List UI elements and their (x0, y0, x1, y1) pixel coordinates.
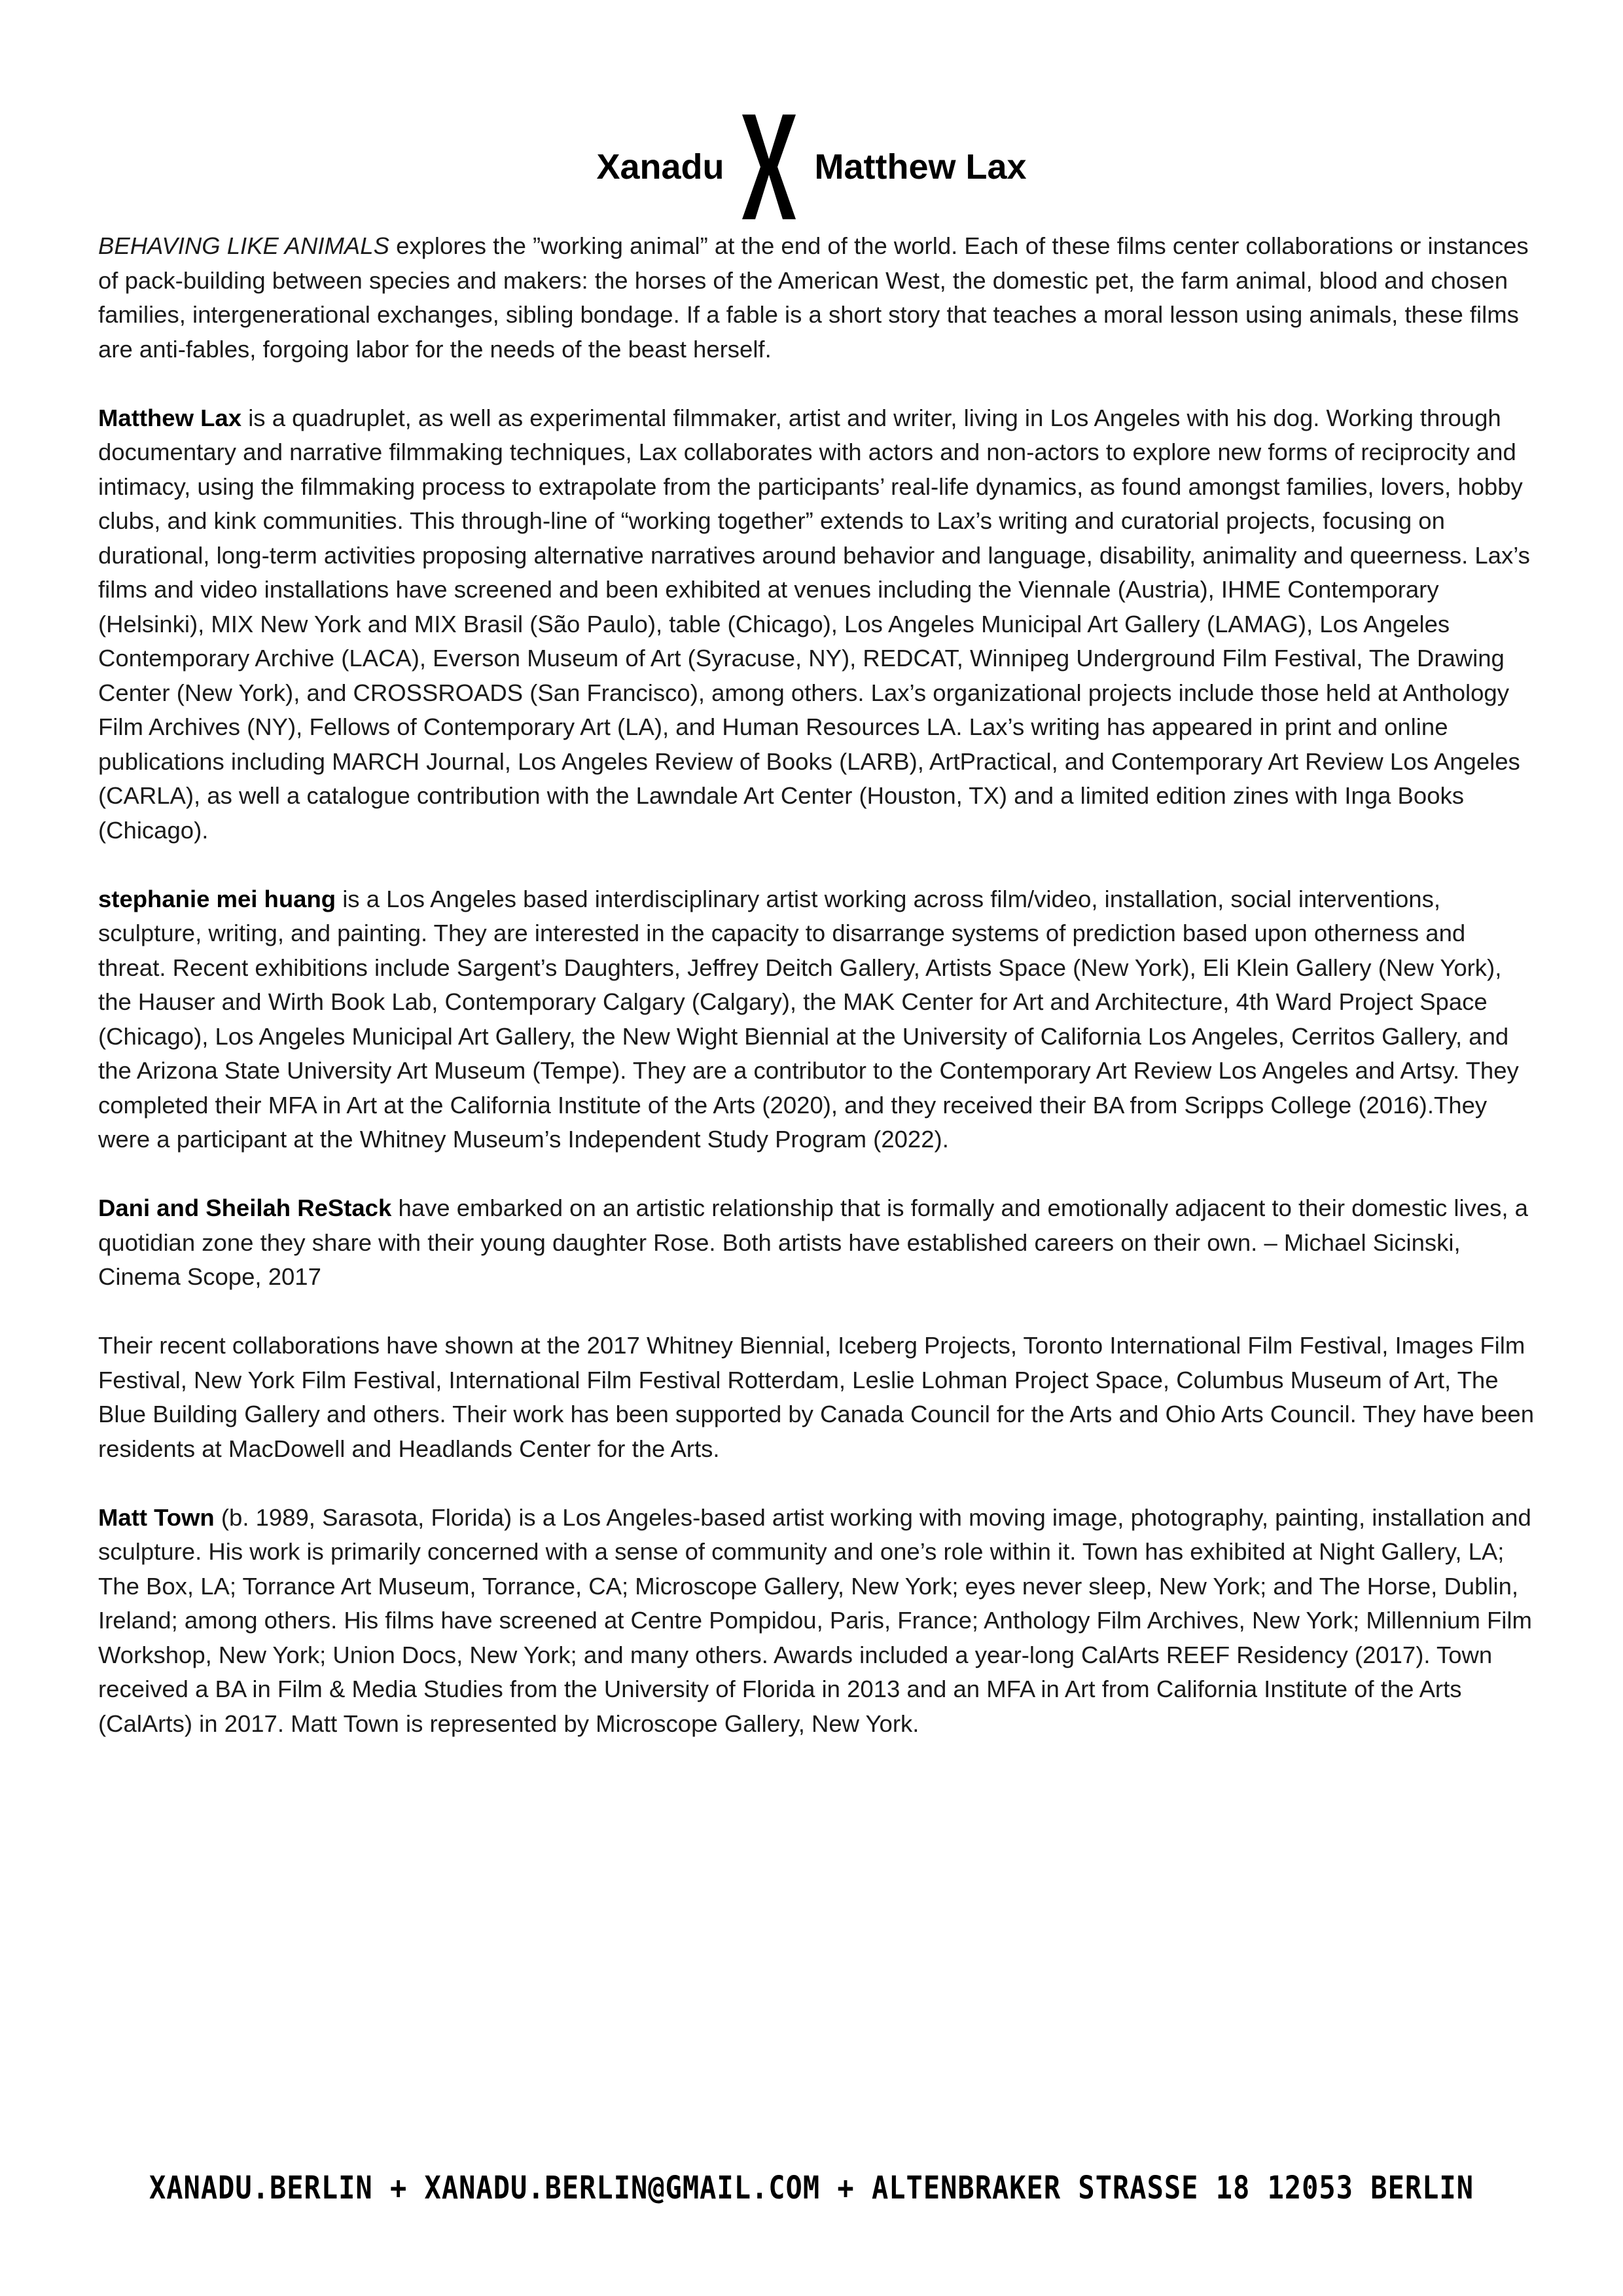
bio-name: Dani and Sheilah ReStack (98, 1194, 392, 1221)
program-title: BEHAVING LIKE ANIMALS (98, 232, 389, 259)
bio-name: stephanie mei huang (98, 885, 336, 912)
bio-text: (b. 1989, Sarasota, Florida) is a Los Angeles-based artist working with moving image, photography, painting, installation and sculpture. His work is primarily concerned with a sense of community and one’s role within it. Town has exhibited at Night Gallery, LA; The Box, LA; Torrance Art Museum, Torrance, CA; Microscope Gallery, New York; eyes never sleep, New York; and The Horse, Dublin, Ireland; among others. His films have screened at Centre Pompidou, Paris, France; Anthology Film Archives, New York; Millennium Film Workshop, New York; Union Docs, New York; and many others. Awards included a year-long CalArts REEF Residency (2017). Town received a BA in Film & Media Studies from the University of Florida in 2013 and an MFA in Art from California Institute of the Arts (CalArts) in 2017. Matt Town is represented by Microscope Gallery, New York. (98, 1503, 1532, 1737)
bio-paragraph-town (98, 1501, 1538, 1742)
bio-paragraph-huang (98, 882, 1538, 1157)
x-logo-icon (741, 115, 797, 219)
header-right-name: Matthew Lax (814, 147, 1027, 187)
header-left-name: Xanadu (596, 147, 724, 187)
bio-text: is a quadruplet, as well as experimental filmmaker, artist and writer, living in Los Angeles with his dog. Working through documentary and narrative filmmaking techniques, Lax collaborates with actors and non-actors to explore new forms of reciprocity and intimacy, using the filmmaking process to extrapolate from the participants’ real-life dynamics, as found amongst families, lovers, hobby clubs, and kink communities. This through-line of “working together” extends to Lax’s writing and curatorial projects, focusing on durational, long-term activities proposing alternative narratives around behavior and language, disability, animality and queerness. Lax’s films and video installations have screened and been exhibited at venues including the Viennale (Austria), IHME Contemporary (Helsinki), MIX New York and MIX Brasil (São Paulo), table (Chicago), Los Angeles Municipal Art Gallery (LAMAG), Los Angeles Contemporary Archive (LACA), Everson Museum of Art (Syracuse, NY), REDCAT, Winnipeg Underground Film Festival, The Drawing Center (New York), and CROSSROADS (San Francisco), among others. Lax’s organizational projects include those held at Anthology Film Archives (NY), Fellows of Contemporary Art (LA), and Human Resources LA. Lax’s writing has appeared in print and online publications including MARCH Journal, Los Angeles Review of Books (LARB), ArtPractical, and Contemporary Art Review Los Angeles (CARLA), as well a catalogue contribution with the Lawndale Art Center (Houston, TX) and a limited edition zines with Inga Books (Chicago). (98, 404, 1530, 844)
page-footer: XANADU.BERLIN + XANADU.BERLIN@GMAIL.COM + ALTENBRAKER STRASSE 18 12053 BERLIN (149, 2169, 1474, 2206)
bio-text: is a Los Angeles based interdisciplinary artist working across film/video, installation, social interventions, sculpture, writing, and painting. They are interested in the capacity to disarrange systems of prediction based upon otherness and threat. Recent exhibitions include Sargent’s Daughters, Jeffrey Deitch Gallery, Artists Space (New York), Eli Klein Gallery (New York), the Hauser and Wirth Book Lab, Contemporary Calgary (Calgary), the MAK Center for Art and Architecture, 4th Ward Project Space (Chicago), Los Angeles Municipal Art Gallery, the New Wight Biennial at the University of California Los Angeles, Cerritos Gallery, and the Arizona State University Art Museum (Tempe). They are a contributor to the Contemporary Art Review Los Angeles and Artsy. They completed their MFA in Art at the California Institute of the Arts (2020), and they received their BA from Scripps College (2016).They were a participant at the Whitney Museum’s Independent Study Program (2022). (98, 885, 1519, 1153)
bio-paragraph-restack (98, 1191, 1538, 1295)
document-body (98, 229, 1538, 1776)
page-header (0, 111, 1623, 223)
bio-name: Matthew Lax (98, 404, 242, 431)
intro-text: explores the ”working animal” at the end of the world. Each of these films center collaborations or instances of pack-building between species and makers: the horses of the American West, the domestic pet, the farm animal, blood and chosen families, intergenerational exchanges, sibling bondage. If a fable is a short story that teaches a moral lesson using animals, these films are anti-fables, forgoing labor for the needs of the beast herself. (98, 232, 1529, 363)
intro-paragraph (98, 229, 1538, 367)
restack-followup-paragraph: Their recent collaborations have shown at the 2017 Whitney Biennial, Iceberg Projects, Toronto International Film Festival, Images Film Festival, New York Film Festival, International Film Festival Rotterdam, Leslie Lohman Project Space, Columbus Museum of Art, The Blue Building Gallery and others. Their work has been supported by Canada Council for the Arts and Ohio Arts Council. They have been residents at MacDowell and Headlands Center for the Arts. (98, 1332, 1534, 1462)
bio-name: Matt Town (98, 1503, 215, 1531)
bio-paragraph-lax (98, 401, 1538, 848)
bio-text: have embarked on an artistic relationship that is formally and emotionally adjacent to their domestic lives, a quotidian zone they share with their young daughter Rose. Both artists have established careers on their own. – Michael Sicinski, Cinema Scope, 2017 (98, 1194, 1528, 1290)
